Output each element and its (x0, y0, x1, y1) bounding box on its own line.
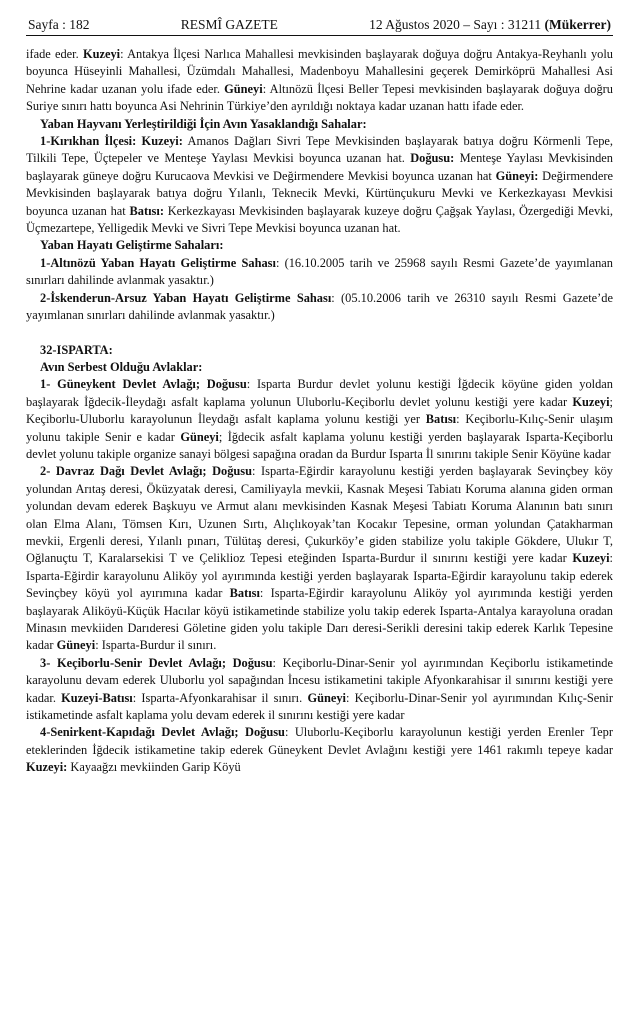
paragraph-text: : Uluborlu-Keçiborlu karayolunun kestiği yerden Erenler Tepr eteklerinden İğdecik istikametine takip ederek Güneykent Devlet Avlağını kestiği yere 1461 rakımlı tepeye kadar (26, 725, 614, 757)
section-heading (26, 342, 613, 359)
paragraph-text: Kayaağzı mevkiinden Garip Köyü (67, 760, 241, 775)
paragraph-text: : Isparta-Eğirdir karayolunu kestiği yerden başlayarak Sevinçbey köy yolundan Arıtaş deresi, Öküzyatak deresi, Camiliyayla mevkii, Kasnak Meşesi Tabiatı Koruma alanına giden orman yolundan devam ederek Başkuyu ve Armut alanı mevkisinden Kasnak Meşesi Tabiatı Koruma Alanının batı sınırı olan Elma Alanı, Tömsen Kırı, Uzunen Sırtı, Alıçlıkoyak’tan Kocakır Tepesine, orman yolundan Çatakharman mevkii, Ergenli deresi, Yılanlı pınarı, Tülütaş deresi, Çukurköy’e giden stabilize yolu takiple Gökdere, Ulukır T, Oğlanuçtu T, Karalarsekisi T ve Çeliklioz Tepesi eteğinden Isparta-Burdur il sınırını kestiği yere kadar (26, 464, 613, 566)
bold-label: Güneyi (180, 429, 219, 444)
issue-extra: (Mükerrer) (544, 17, 611, 32)
paragraph (26, 255, 613, 290)
bold-label: Kuzeyi (82, 47, 121, 61)
paragraph-text: : Isparta-Afyonkarahisar il sınırı. (132, 690, 308, 705)
paragraph-text: : Isparta-Eğirdir karayolunu Aliköy yol ayırımında kestiği yerden başlayarak Aliköyü-Küçük Hacılar köyü istikametinde stabilize yolu takip ederek Isparta-Antalya karayoluna oradan Minasın mevkiiden Darıderesi Göletine giden yolu takiple Darı deresi-Serikli deresini takip ederek Karlık Tepesine kadar (26, 586, 613, 653)
paragraph-text: : Isparta-Burdur il sınırı. (95, 638, 217, 653)
section-heading (26, 359, 613, 376)
bold-label: 3- Keçiborlu-Senir Devlet Avlağı; Doğusu (40, 655, 273, 670)
paragraph-text: : Keçiborlu-Dinar-Senir yol ayırımından Keçiborlu istikametinde karayolunu devam ederek Uluborlu yol sapağından İncesu istikametini takiple Afyonkarahisar il sınırını kestiği yere kadar. (26, 655, 613, 705)
bold-label: Güneyi: (495, 168, 539, 183)
bold-label: 2- Davraz Dağı Devlet Avlağı; Doğusu (40, 464, 253, 479)
paragraph-text: Değirmendere Mevkisinden başlayarak batıya doğru Yılanlı, Teknecik Mevki, Kürtünçukuru Mevki ve Kerkezkayası Mevkisi boyunca uzanan hat (26, 168, 613, 218)
section-heading-text: 32-ISPARTA: (40, 342, 113, 357)
header-rule (26, 35, 613, 36)
bold-label: Güneyi (307, 690, 346, 705)
section-gap (26, 325, 613, 342)
paragraph-text: : (16.10.2005 tarih ve 25968 sayılı Resmi Gazete’de yayımlanan sınırları dahilinde avlanmak yasaktır.) (26, 255, 613, 288)
paragraph-text: : (05.10.2006 tarih ve 26310 sayılı Resmi Gazete’de yayımlanan sınırları dahilinde avlanmak yasaktır.) (26, 290, 614, 323)
paragraph-text: ifade eder. (26, 47, 83, 61)
paragraph-text: : Altınözü İlçesi Beller Tepesi mevkisinden başlayarak doğuya doğru Suriye sınırı hattı boyunca Asi Nehrinin Türkiye’den ayrıldığı noktaya kadar uzanan hattı ifade eder. (26, 81, 614, 114)
paragraph-text: : Keçiborlu-Dinar-Senir yol ayırımından Kılıç-Senir istikametinde asfalt kaplama yolu devam ederek il sınırını kestiği yere kadar (26, 690, 613, 723)
page-number: Sayfa : 182 (28, 17, 90, 32)
gazette-title: RESMÎ GAZETE (180, 17, 278, 32)
bold-label: Doğusu: (410, 151, 455, 166)
section-heading-text: Yaban Hayatı Geliştirme Sahaları: (40, 238, 224, 253)
page-header (26, 17, 613, 35)
paragraph (26, 376, 613, 463)
bold-label: Batısı (425, 412, 457, 427)
paragraph-text: Amanos Dağları Sivri Tepe Mevkisinden başlayarak batıya doğru Körmenli Tepe, Tilkili Tepe, Üçtepeler ve Menteşe Yaylası Mevkisi boyunca uzanan hat. (26, 134, 613, 166)
section-heading (26, 116, 613, 133)
section-heading-text: Yaban Hayvanı Yerleştirildiği İçin Avın Yasaklandığı Sahalar: (40, 116, 367, 131)
paragraph (26, 463, 613, 654)
paragraph-text: ; Keçiborlu-Uluborlu karayolunun İleydağı asfalt kaplama yolunu kestiği yer (26, 394, 613, 427)
paragraph (26, 46, 613, 116)
paragraph-text: Menteşe Yaylası Mevkisinden başlayarak güneye doğru Kurucaova Mevkisi ve Değirmendere Mevkisi boyunca uzanan hat (26, 151, 614, 183)
bold-label: Güneyi (224, 81, 263, 96)
document-body (26, 46, 613, 777)
bold-label: Kuzeyi (572, 394, 610, 409)
issue-info (369, 17, 611, 33)
paragraph-text: ; İğdecik asfalt kaplama yolunu kestiği yerden başlayarak Isparta-Keçiborlu devlet yolunu takiple organize sanayi bölgesi sapağına oradan da Burdur Isparta İl sınırını takiple Senir Köyüne kadar (26, 429, 613, 461)
paragraph-text: : Isparta Burdur devlet yolunu kestiği İğdecik köyüne giden yoldan başlayarak İğdecik-İleydağı asfalt kaplama yolunun Uluborlu-Keçiborlu devlet yolunu kestiği yere kadar (26, 377, 613, 409)
section-heading (26, 237, 613, 254)
bold-label: 1-Altınözü Yaban Hayatı Geliştirme Sahası (40, 255, 276, 270)
paragraph (26, 724, 613, 776)
paragraph (26, 290, 613, 325)
bold-label: 1- Güneykent Devlet Avlağı; Doğusu (40, 377, 247, 392)
bold-label: 2-İskenderun-Arsuz Yaban Hayatı Geliştirme Sahası (40, 290, 332, 305)
bold-label: Batısı (229, 586, 260, 601)
bold-label: Kuzeyi: (26, 760, 68, 775)
bold-label: 1-Kırıkhan İlçesi: Kuzeyi: (40, 134, 183, 149)
paragraph-text: : Antakya İlçesi Narlıca Mahallesi mevkisinden başlayarak doğuya doğru Antakya-Reyhanlı yolu boyunca Hüseyinli Mahallesi, Üzümdalı Mahallesi, Madenboyu Mahallesini geçerek Demirköprü Mahallesi Asi Nehrine kadar uzanan yolu ifade eder. (26, 47, 613, 96)
issue-date-number: 12 Ağustos 2020 – Sayı : 31211 (369, 17, 542, 32)
bold-label: Kuzeyi-Batısı (61, 690, 133, 705)
paragraph (26, 133, 613, 237)
paragraph-text: : Isparta-Eğirdir karayolunu Aliköy yol ayırımında kestiği yerden başlayarak Isparta-Eğirdir karayolunu takip ederek Sevinçbey köyü yol ayırımına kadar (26, 551, 613, 601)
paragraph (26, 655, 613, 725)
bold-label: Batısı: (129, 203, 164, 218)
bold-label: Güneyi (56, 638, 96, 653)
bold-label: 4-Senirkent-Kapıdağı Devlet Avlağı; Doğusu (40, 725, 285, 740)
bold-label: Kuzeyi (572, 551, 610, 566)
section-heading-text: Avın Serbest Olduğu Avlaklar: (40, 359, 203, 374)
paragraph-text: Kerkezkayası Mevkisinden başlayarak kuzeye doğru Çağşak Yaylası, Özergediği Mevki, Üçmezartepe, Yelligedik Mevki ve Sivri Tepe Mevkisi boyunca uzanan hat. (26, 203, 613, 236)
paragraph-text: : Keçiborlu-Kılıç-Senir ulaşım yolunu takiple Senir e kadar (26, 412, 613, 444)
